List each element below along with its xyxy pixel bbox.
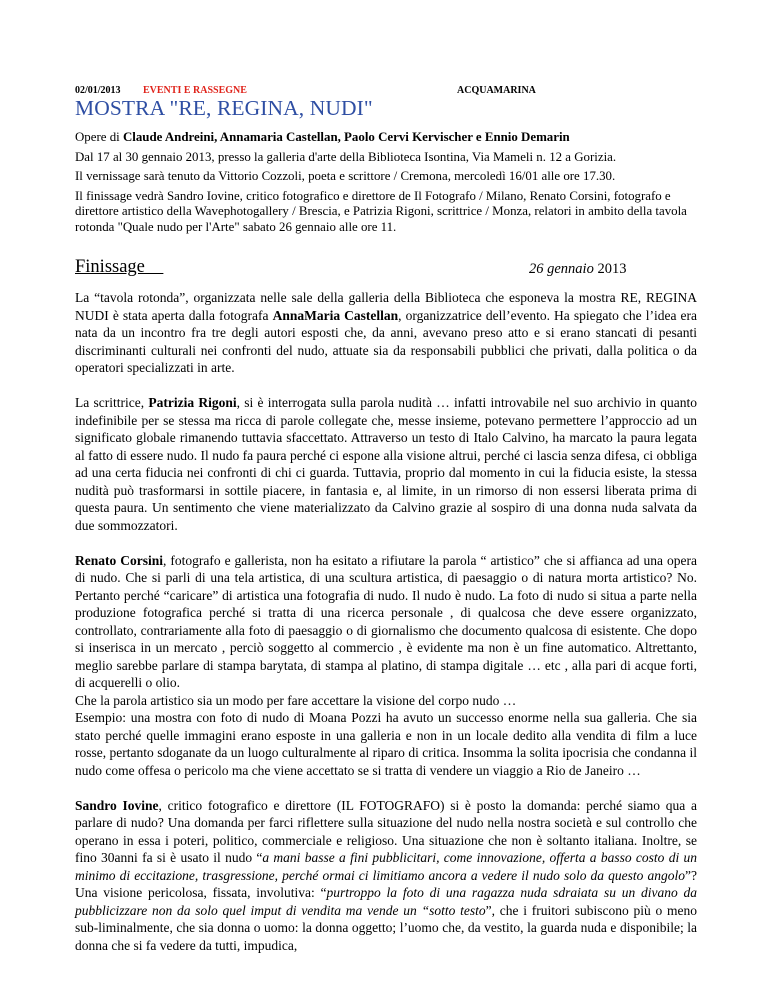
person-name: Sandro Iovine [75,797,159,813]
section-date-year: 2013 [593,261,627,277]
section-date [529,261,626,278]
paragraph-rigoni [75,394,697,534]
section-header [75,257,697,281]
section-date-day: 26 gennaio [529,261,594,277]
finissage-info-line: Il finissage vedrà Sandro Iovine, critico fotografico e direttore de Il Fotografo / Milano, Renato Corsini, fotografo e direttore artistico della Wavephotogallery / Brescia, e Patrizia Rigoni, scrittrice / Monza, relatori in ambito della tavola rotonda "Quale nudo per l'Arte" sabato 26 gennaio alle ore 11. [75,188,687,234]
article-date: 02/01/2013 [75,85,121,96]
text-run: La “tavola rotonda”, organizzata nelle sale della galleria della Biblioteca che esponeva la mostra RE, REGINA NUDI è stata aperta dalla fotografa [75,290,697,323]
text-run: La scrittrice, [75,395,149,410]
text-run: , critico fotografico e direttore (IL FOTOGRAFO) si è posto la domanda: perché siamo qua a parlare di nudo? Una domanda per farci riflettere sulla situazione del nudo nella nostra società e sul controllo che operano in essa i poteri, politico, commerciale e religioso. Una situazione che non è soltanto italiana. Inoltre, se fino 30anni fa si è usato il nudo “ [75,797,697,865]
authors-line [75,130,703,146]
paragraph-corsini-2: Che la parola artistico sia un modo per fare accettare la visione del corpo nudo … [75,692,517,708]
text-run: , organizzatrice dell’evento. Ha spiegato che l’idea era nata da un incontro fra tre degli autori esposti che, da anni, avevano preso atto e si erano stancati di pesanti discriminanti culturali nei confronti del nudo, attuate sia da responsabili pubblici che privati, dalla politica o da operatori specializzati in arte. [75,307,697,375]
quote: purtroppo la foto di una ragazza nuda sdraiata su un divano da pubblicizzare non da solo quel imput di vendita ma vende un “sotto testo [75,885,697,918]
dates-line: Dal 17 al 30 gennaio 2013, presso la galleria d'arte della Biblioteca Isontina, Via Mameli n. 12 a Gorizia. [75,149,617,164]
person-name: AnnaMaria Castellan [272,307,399,323]
text-run: , fotografo e gallerista, non ha esitato a rifiutare la parola “ artistico” che si affianca ad una opera di nudo. Che si parli di una tela artistica, di una scultura artistica, di paesaggio o di natura morta artistico? No. Pertanto perché “caricare” di artistica una fotografia di nudo. Il nudo è nudo. La foto di nudo si situa a parte nella produzione fotografica perché si tratta di una ricerca personale , di qualcosa che deve essere organizzato, controllato, contrariamente alla foto di paesaggio o di giornalismo che documento qualcosa di esistente. Che dopo si inserisca in un mercato , perciò soggetto al commercio , è evidente ma non è un fine automatico. Altrettanto, meglio sarebbe parlare di stampa barytata, di stampa al platino, di stampa digitale … etc , alla pari di acque forti, di acquerelli o olio. [75,552,698,690]
article-category[interactable]: EVENTI E RASSEGNE [143,85,247,96]
text-run: , si è interrogata sulla parola nudità … infatti introvabile nel suo archivio in quanto indefinibile per se stessa ma ricca di parole collegate che, messe insieme, potevano permettere l’approccio ad un significato globale rimanendo tuttavia sfaccettato. Attraverso un testo di Italo Calvino, ha marcato la paura legata al fatto di essere nudo. Il nudo fa paura perché ci espone alla visione altrui, perché ci lascia senza difesa, ci obbliga ad una certa fiducia nei confronti di chi ci guarda. Tuttavia, proprio dal momento in cui la fiducia esiste, la stessa nudità può trasformarsi in sottile piacere, in fantasia e, al limite, in un rimorso di non essersi liberata prima di questa paura. Un sentimento che viene materializzato da Calvino grazie al sospiro di una donna nuda salvata da due sommozzatori. [75,395,697,533]
person-name: Patrizia Rigoni [148,395,237,410]
authors-prefix: Opere di [75,130,123,144]
page-title: MOSTRA "RE, REGINA, NUDI" [75,96,373,120]
text-run: ”, che i fruitori subiscono più o meno sub-liminalmente, che sia donna o uomo: la donna oggetto; l’uomo che, da vestito, la guarda nuda e disponibile; la donna che si fa vedere da tutti, impudica, [75,902,697,953]
paragraph-iovine [75,797,697,955]
authors-names: Claude Andreini, Annamaria Castellan, Paolo Cervi Kervischer e Ennio Demarin [122,130,570,144]
vernissage-line: Il vernissage sarà tenuto da Vittorio Cozzoli, poeta e scrittore / Cremona, mercoledì 16/01 alle ore 17.30. [75,169,616,183]
site-name: ACQUAMARINA [457,85,536,96]
paragraph-castellan [75,289,697,377]
person-name: Renato Corsini [75,552,163,568]
paragraph-corsini [75,552,697,692]
paragraph-corsini-3: Esempio: una mostra con foto di nudo di Moana Pozzi ha avuto un successo enorme nella sua galleria. Che sia stato perché quelle immagini erano esposte in una galleria e non in un locale dedito alla vendita di film a luce rosse, pertanto sdoganate da un luogo culturalmente al riparo di critica. Insomma la solita ipocrisia che condanna il nudo come offesa o pericolo ma che viene accettato se si tratta di vendere un viaggio a Rio de Janeiro … [75,710,697,778]
quote: a mani basse a fini pubblicitari, come innovazione, offerta a basso costo di un minimo di eccitazione, trasgressione, perché ormai ci limitiamo ancora a vedere il nudo solo da questo angolo [75,850,697,883]
section-title: Finissage [75,257,164,277]
article-body [75,289,697,972]
event-info [75,130,703,239]
text-run: ”? Una visione pericolosa, fissata, involutiva: “ [75,867,697,900]
